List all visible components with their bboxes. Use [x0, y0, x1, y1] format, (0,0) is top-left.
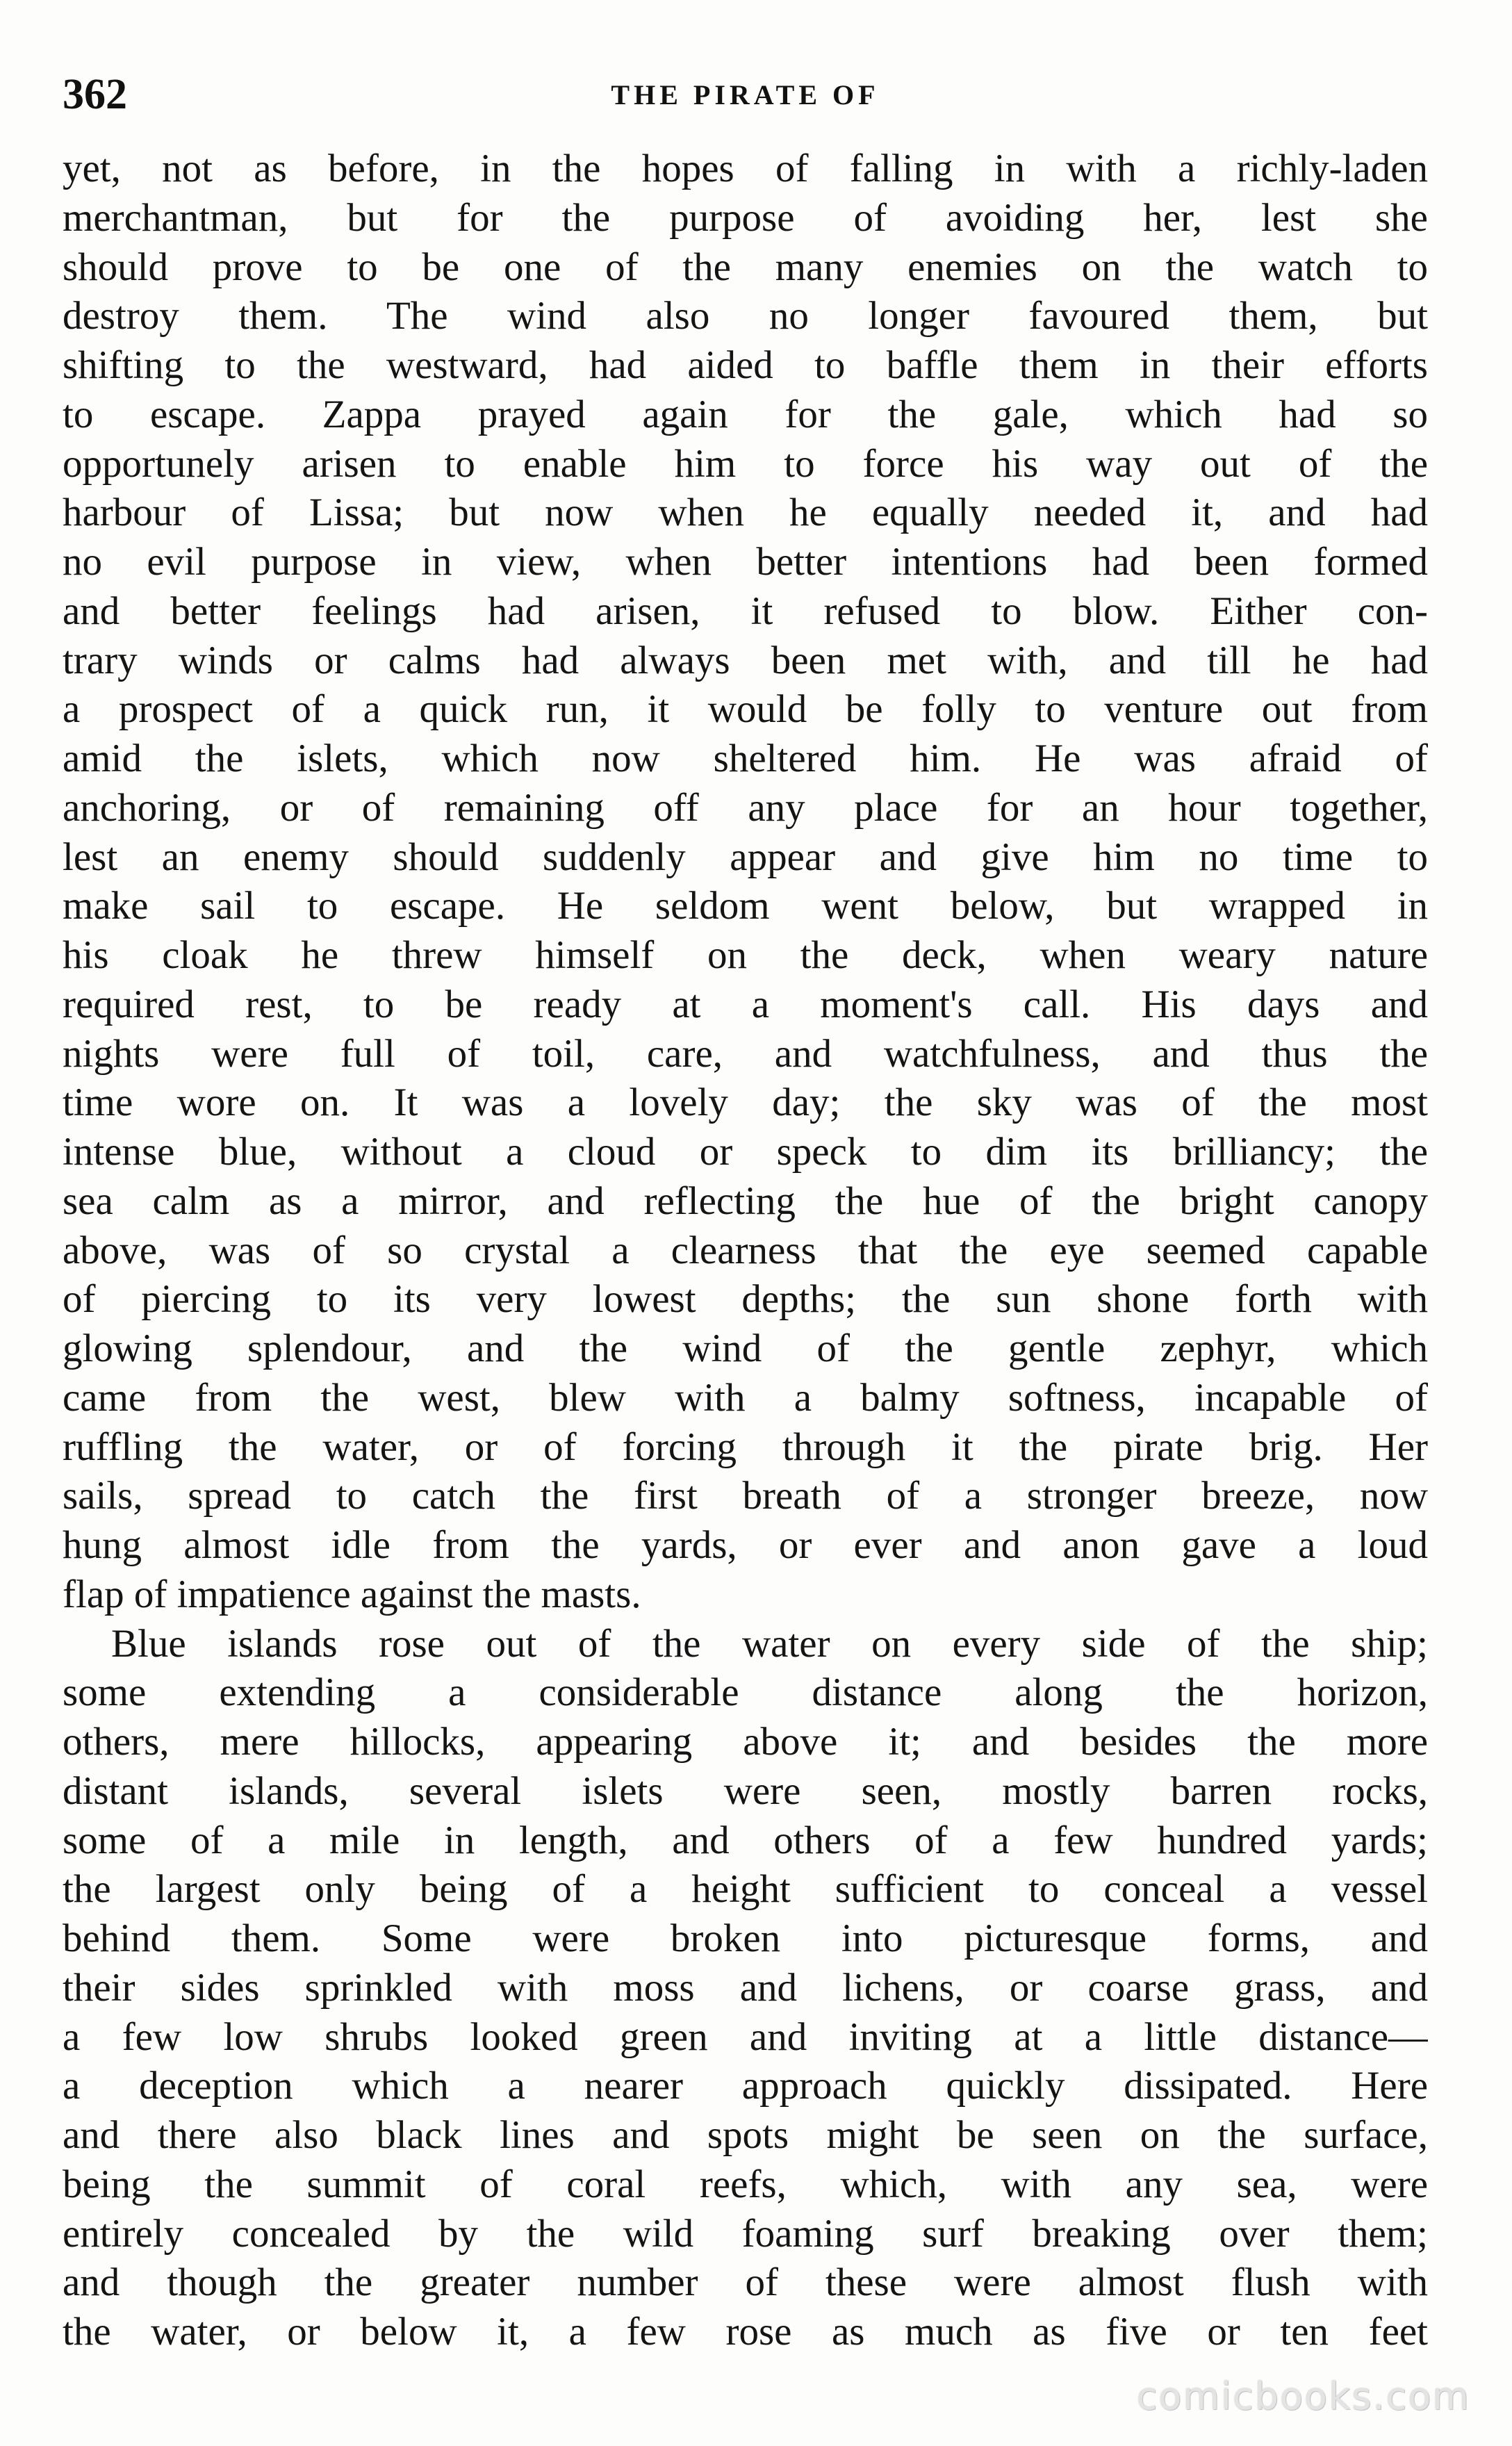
text-line: merchantman, but for the purpose of avoiding her, lest she — [63, 195, 1428, 240]
text-line: ruffling the water, or of forcing through it the pirate brig. Her — [63, 1425, 1428, 1469]
text-line: time wore on. It was a lovely day; the sky was of the most — [63, 1081, 1428, 1125]
text-line: lest an enemy should suddenly appear and give him no time to — [63, 835, 1428, 879]
text-line: and better feelings had arisen, it refused to blow. Either con- — [63, 589, 1428, 633]
page-header — [63, 67, 1428, 122]
text-line: a few low shrubs looked green and inviting at a little distance— — [63, 2014, 1428, 2059]
text-line: intense blue, without a cloud or speck to dim its brilliancy; the — [63, 1130, 1428, 1174]
text-line: a prospect of a quick run, it would be folly to venture out from — [63, 687, 1428, 732]
text-line: and there also black lines and spots might be seen on the surface, — [63, 2113, 1428, 2157]
paragraph-2 — [63, 1620, 1428, 2357]
text-line: the largest only being of a height sufficient to conceal a vessel — [63, 1867, 1428, 1912]
text-line: shifting to the westward, had aided to baffle them in their efforts — [63, 343, 1428, 387]
text-line: flap of impatience against the masts. — [63, 1572, 641, 1616]
text-line: trary winds or calms had always been met with, and till he had — [63, 638, 1428, 682]
text-line: entirely concealed by the wild foaming surf breaking over them; — [63, 2211, 1428, 2256]
text-line: Blue islands rose out of the water on every side of the ship; — [111, 1621, 1428, 1666]
text-line: amid the islets, which now sheltered him. He was afraid of — [63, 737, 1428, 780]
text-line: some extending a considerable distance along the horizon, — [63, 1671, 1428, 1715]
text-line: to escape. Zappa prayed again for the gale, which had so — [63, 392, 1428, 436]
text-line: should prove to be one of the many enemies on the watch to — [63, 245, 1428, 289]
text-line: hung almost idle from the yards, or ever and anon gave a loud — [63, 1523, 1428, 1567]
text-line: nights were full of toil, care, and watchfulness, and thus the — [63, 1031, 1428, 1076]
text-line: glowing splendour, and the wind of the gentle zephyr, which — [63, 1327, 1428, 1370]
text-line: others, mere hillocks, appearing above it; and besides the more — [63, 1720, 1428, 1764]
watermark: comicbooks.com — [1136, 2374, 1470, 2418]
text-line: came from the west, blew with a balmy softness, incapable of — [63, 1375, 1428, 1420]
text-line: sails, spread to catch the first breath of a stronger breeze, now — [63, 1474, 1428, 1518]
text-line: a deception which a nearer approach quickly dissipated. Here — [63, 2064, 1428, 2108]
text-line: behind them. Some were broken into picturesque forms, and — [63, 1916, 1428, 1960]
text-line: his cloak he threw himself on the deck, when weary nature — [63, 933, 1428, 977]
text-line: their sides sprinkled with moss and lichens, or coarse grass, and — [63, 1965, 1428, 2010]
text-line: above, was of so crystal a clearness that the eye seemed capable — [63, 1228, 1428, 1272]
text-line: no evil purpose in view, when better intentions had been formed — [63, 540, 1428, 584]
text-line: being the summit of coral reefs, which, with any sea, were — [63, 2162, 1428, 2206]
page-number: 362 — [63, 71, 127, 118]
text-line: the water, or below it, a few rose as much as five or ten feet — [63, 2310, 1428, 2354]
text-line: of piercing to its very lowest depths; the sun shone forth with — [63, 1277, 1428, 1322]
text-line: opportunely arisen to enable him to force his way out of the — [63, 441, 1428, 486]
text-line: distant islands, several islets were seen, mostly barren rocks, — [63, 1768, 1428, 1813]
text-line: anchoring, or of remaining off any place for an hour together, — [63, 785, 1428, 830]
paragraph-1 — [63, 145, 1428, 1620]
text-line: harbour of Lissa; but now when he equally needed it, and had — [63, 491, 1428, 535]
running-title: THE PIRATE OF — [611, 79, 880, 110]
body-text — [63, 145, 1428, 2357]
text-line: make sail to escape. He seldom went below, but wrapped in — [63, 884, 1428, 928]
text-line: and though the greater number of these were almost flush with — [63, 2260, 1428, 2305]
text-line: some of a mile in length, and others of a few hundred yards; — [63, 1818, 1428, 1862]
text-line: required rest, to be ready at a moment's call. His days and — [63, 982, 1428, 1026]
text-line: sea calm as a mirror, and reflecting the hue of the bright canopy — [63, 1179, 1428, 1223]
text-line: destroy them. The wind also no longer favoured them, but — [63, 294, 1428, 338]
text-line: yet, not as before, in the hopes of falling in with a richly-laden — [63, 147, 1428, 190]
